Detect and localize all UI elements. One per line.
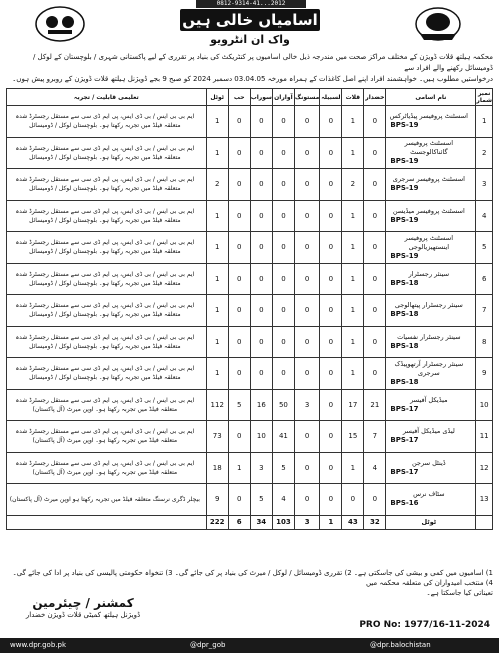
row-number: 7 [476, 295, 493, 327]
row-total: 73 [206, 421, 228, 453]
district-count: 1 [342, 106, 364, 138]
district-count: 1 [228, 452, 250, 484]
post-name: لیڈی میڈیکل آفیسر [402, 427, 455, 436]
table-row [7, 200, 493, 232]
post-bps: BPS-18 [390, 377, 419, 386]
district-count: 0 [294, 484, 319, 516]
footer-twitter-link[interactable]: @dpr_gob [190, 641, 226, 649]
district-count: 10 [250, 421, 272, 453]
total-blank-cell [476, 515, 493, 529]
district-count: 0 [272, 200, 294, 232]
grand-total: 222 [206, 515, 228, 529]
qualification: ایم بی بی ایس / بی ڈی ایس، پی ایم ڈی سی سے مستقل رجسٹرڈ شدہ متعلقہ فیلڈ میں تجربہ رکھتا ہو۔ اوپن میرٹ (آل پاکستان) [7, 421, 207, 453]
signature-subtitle: ڈویژنل ہیلتھ کمیٹی قلات ڈویژن خضدار [25, 611, 141, 619]
post-name: سینئر رجسٹرار نفسیات [397, 332, 461, 341]
district-count: 0 [364, 137, 386, 169]
post-name: اسسٹنٹ پروفیسر سرجری [392, 175, 465, 184]
qualification: ایم بی بی ایس / بی ڈی ایس، پی ایم ڈی سی سے مستقل رجسٹرڈ شدہ متعلقہ فیلڈ میں تجربہ رکھتا ہو۔ بلوچستان لوکل / ڈومیسائل [7, 295, 207, 327]
district-count: 1 [342, 452, 364, 484]
district-count: 5 [250, 484, 272, 516]
district-count: 0 [320, 358, 342, 390]
table-header-cell: سوراب [250, 89, 272, 106]
district-count: 1 [342, 200, 364, 232]
header [0, 0, 499, 50]
district-count: 0 [250, 169, 272, 201]
district-count: 3 [294, 389, 319, 421]
district-count: 15 [342, 421, 364, 453]
post-bps: BPS-17 [390, 436, 419, 445]
table-row [7, 484, 493, 516]
vacancy-table [6, 88, 493, 530]
row-number: 10 [476, 389, 493, 421]
district-count: 0 [294, 169, 319, 201]
qualification: ایم بی بی ایس / بی ڈی ایس، پی ایم ڈی سی سے مستقل رجسٹرڈ شدہ متعلقہ فیلڈ میں تجربہ رکھتا ہو۔ بلوچستان لوکل / ڈومیسائل [7, 169, 207, 201]
post-bps: BPS-17 [390, 404, 419, 413]
table-row [7, 137, 493, 169]
footer-social-link[interactable]: @dpr.balochistan [370, 641, 431, 649]
table-header-cell: خضدار [364, 89, 386, 106]
row-number: 2 [476, 137, 493, 169]
post-bps: BPS-17 [390, 467, 419, 476]
post-name-cell [386, 452, 476, 484]
table-row [7, 326, 493, 358]
district-total: 32 [364, 515, 386, 529]
footer-website-link[interactable]: www.dpr.gob.pk [10, 641, 66, 649]
district-count: 0 [320, 169, 342, 201]
district-count: 17 [342, 389, 364, 421]
post-bps: BPS-19 [390, 184, 419, 193]
qualification: ایم بی بی ایس / بی ڈی ایس، پی ایم ڈی سی سے مستقل رجسٹرڈ شدہ متعلقہ فیلڈ میں تجربہ رکھتا ہو۔ بلوچستان لوکل / ڈومیسائل [7, 137, 207, 169]
table-header-cell: آواران [272, 89, 294, 106]
post-bps: BPS-18 [390, 341, 419, 350]
district-count: 0 [364, 232, 386, 264]
district-count: 0 [294, 421, 319, 453]
district-count: 0 [294, 358, 319, 390]
post-bps: BPS-19 [390, 251, 419, 260]
table-header-cell: تعلیمی قابلیت / تجربہ [7, 89, 207, 106]
post-name-cell [386, 263, 476, 295]
district-count: 0 [294, 263, 319, 295]
table-row [7, 169, 493, 201]
table-row [7, 263, 493, 295]
post-name: اسسٹنٹ پروفیسر میڈیسن [392, 206, 465, 215]
district-total: 43 [342, 515, 364, 529]
district-count: 0 [228, 358, 250, 390]
post-name-cell [386, 200, 476, 232]
row-total: 1 [206, 263, 228, 295]
district-count: 0 [228, 169, 250, 201]
left-logo-icon [34, 4, 86, 44]
district-count: 0 [320, 263, 342, 295]
district-total: 1 [320, 515, 342, 529]
row-total: 18 [206, 452, 228, 484]
district-count: 0 [250, 232, 272, 264]
district-count: 1 [342, 358, 364, 390]
table-header-cell: لسبیلہ [320, 89, 342, 106]
footer [0, 638, 499, 653]
row-number: 13 [476, 484, 493, 516]
district-count: 0 [294, 137, 319, 169]
district-count: 0 [320, 421, 342, 453]
table-row [7, 358, 493, 390]
post-bps: BPS-19 [390, 215, 419, 224]
district-count: 0 [228, 263, 250, 295]
district-count: 1 [342, 137, 364, 169]
district-count: 0 [228, 232, 250, 264]
district-count: 0 [364, 295, 386, 327]
qualification: ایم بی بی ایس / بی ڈی ایس، پی ایم ڈی سی سے مستقل رجسٹرڈ شدہ متعلقہ فیلڈ میں تجربہ رکھتا ہو۔ بلوچستان لوکل / ڈومیسائل [7, 232, 207, 264]
district-count: 0 [250, 263, 272, 295]
district-count: 1 [342, 295, 364, 327]
post-name-cell [386, 295, 476, 327]
district-count: 0 [294, 326, 319, 358]
post-name-cell [386, 326, 476, 358]
signature-title: کمشنر / چیئرمین [32, 596, 134, 610]
row-total: 112 [206, 389, 228, 421]
phone-strip: 0812-9314-41...2012 [196, 0, 306, 8]
row-total: 2 [206, 169, 228, 201]
qualification: ایم بی بی ایس / بی ڈی ایس، پی ایم ڈی سی سے مستقل رجسٹرڈ شدہ متعلقہ فیلڈ میں تجربہ رکھتا ہو۔ بلوچستان لوکل / ڈومیسائل [7, 326, 207, 358]
intro-line-2: درخواستیں مطلوب ہیں۔ خواہشمند افراد اپنے اصل کاغذات کے ہمراہ مورخہ 03.04.05 دسمبر 2024 کو صبح 9 بجے ڈویژنل ہیلتھ قلات ڈویژن کے روبرو پیش ہوں۔ [12, 75, 493, 83]
district-count: 0 [250, 106, 272, 138]
district-count: 0 [228, 200, 250, 232]
district-count: 0 [294, 232, 319, 264]
district-count: 0 [294, 452, 319, 484]
table-total-row [7, 515, 493, 529]
post-name: میڈیکل آفیسر [410, 395, 448, 404]
qualification: بیچلر ڈگری نرسنگ متعلقہ فیلڈ میں تجربہ رکھتا ہو اوپن میرٹ (آل پاکستان) [7, 484, 207, 516]
post-name-cell [386, 106, 476, 138]
row-number: 8 [476, 326, 493, 358]
table-body [7, 106, 493, 530]
district-total: 103 [272, 515, 294, 529]
post-bps: BPS-18 [390, 310, 419, 319]
qualification: ایم بی بی ایس / بی ڈی ایس، پی ایم ڈی سی سے مستقل رجسٹرڈ شدہ متعلقہ فیلڈ میں تجربہ رکھتا ہو۔ بلوچستان لوکل / ڈومیسائل [7, 106, 207, 138]
post-name: اسسٹنٹ پروفیسر پیڈیاٹرکس [389, 112, 468, 121]
district-total: 6 [228, 515, 250, 529]
district-count: 0 [272, 169, 294, 201]
post-name: سینئر رجسٹرار آرتھوپیڈک سرجری [394, 359, 464, 377]
post-name: سٹاف نرس [413, 490, 445, 499]
district-count: 0 [320, 484, 342, 516]
district-count: 0 [364, 358, 386, 390]
district-count: 7 [364, 421, 386, 453]
district-count: 0 [272, 137, 294, 169]
row-total: 1 [206, 358, 228, 390]
district-count: 41 [272, 421, 294, 453]
district-count: 0 [228, 295, 250, 327]
qualification: ایم بی بی ایس / بی ڈی ایس، پی ایم ڈی سی سے مستقل رجسٹرڈ شدہ متعلقہ فیلڈ میں تجربہ رکھتا ہو۔ اوپن میرٹ (آل پاکستان) [7, 389, 207, 421]
district-count: 0 [250, 137, 272, 169]
district-count: 0 [228, 326, 250, 358]
district-count: 0 [272, 232, 294, 264]
district-count: 0 [320, 295, 342, 327]
table-header-cell: قلات [342, 89, 364, 106]
table-header-cell: نمبر شمار [476, 90, 492, 104]
table-row [7, 232, 493, 264]
district-count: 1 [342, 263, 364, 295]
signature-block [8, 596, 158, 620]
pro-number: PRO No: 1977/16-11-2024 [359, 620, 490, 630]
district-total: 3 [294, 515, 319, 529]
district-count: 4 [364, 452, 386, 484]
post-bps: BPS-18 [390, 278, 419, 287]
right-logo-icon [412, 4, 464, 44]
district-count: 3 [250, 452, 272, 484]
district-count: 0 [320, 137, 342, 169]
post-name: سینئر رجسٹرار [408, 269, 450, 278]
district-count: 0 [294, 200, 319, 232]
district-count: 5 [228, 389, 250, 421]
district-count: 0 [294, 295, 319, 327]
row-total: 1 [206, 232, 228, 264]
intro-line-1: محکمہ ہیلتھ قلات ڈویژن کے مختلف مراکز صحت میں مندرجہ ذیل خالی اسامیوں پر کنٹریکٹ کی بنیاد پر تقرری کے لیے پاکستانی شہری / بلوچستان کے لوکل / ڈومیسائل رکھنے والے افراد سے [32, 53, 493, 72]
post-name-cell [386, 232, 476, 264]
row-number: 1 [476, 106, 493, 138]
district-count: 0 [272, 326, 294, 358]
district-count: 0 [250, 295, 272, 327]
row-number: 11 [476, 421, 493, 453]
district-count: 5 [272, 452, 294, 484]
row-total: 1 [206, 137, 228, 169]
notes-line-2: تعیناتی کیا جاسکتا ہے۔ [426, 589, 493, 597]
district-count: 0 [228, 484, 250, 516]
post-bps: BPS-19 [390, 157, 419, 166]
intro-text [6, 52, 493, 85]
table-row [7, 452, 493, 484]
district-count: 0 [364, 200, 386, 232]
row-total: 1 [206, 295, 228, 327]
table-header-cell: حب [228, 89, 250, 106]
district-total: 34 [250, 515, 272, 529]
district-count: 0 [364, 106, 386, 138]
district-count: 4 [272, 484, 294, 516]
district-count: 0 [364, 263, 386, 295]
table-row [7, 106, 493, 138]
row-total: 1 [206, 200, 228, 232]
district-count: 0 [320, 452, 342, 484]
district-count: 0 [320, 200, 342, 232]
district-count: 0 [320, 232, 342, 264]
district-count: 0 [228, 421, 250, 453]
district-count: 21 [364, 389, 386, 421]
district-count: 0 [294, 106, 319, 138]
district-count: 0 [364, 484, 386, 516]
post-name-cell [386, 358, 476, 390]
district-count: 0 [250, 358, 272, 390]
post-bps: BPS-16 [390, 499, 419, 508]
post-bps: BPS-19 [390, 121, 419, 130]
post-name-cell [386, 484, 476, 516]
row-total: 1 [206, 326, 228, 358]
post-name: سینئر رجسٹرار پیتھالوجی [394, 301, 463, 310]
district-count: 0 [228, 106, 250, 138]
district-count: 0 [320, 389, 342, 421]
district-count: 0 [364, 169, 386, 201]
table-row [7, 295, 493, 327]
row-total: 9 [206, 484, 228, 516]
district-count: 50 [272, 389, 294, 421]
post-name-cell [386, 137, 476, 169]
district-count: 1 [342, 232, 364, 264]
post-name-cell [386, 389, 476, 421]
district-count: 1 [342, 326, 364, 358]
district-count: 0 [272, 358, 294, 390]
post-name-cell [386, 169, 476, 201]
qualification: ایم بی بی ایس / بی ڈی ایس، پی ایم ڈی سی سے مستقل رجسٹرڈ شدہ متعلقہ فیلڈ میں تجربہ رکھتا ہو۔ بلوچستان لوکل / ڈومیسائل [7, 263, 207, 295]
post-name: ڈینٹل سرجن [412, 458, 446, 467]
district-count: 0 [342, 484, 364, 516]
district-count: 16 [250, 389, 272, 421]
row-number: 3 [476, 169, 493, 201]
total-qual-blank [7, 515, 207, 529]
total-label: ٹوٹل [386, 515, 476, 529]
page-subtitle: واک ان انٹرویو [210, 33, 290, 46]
row-number: 12 [476, 452, 493, 484]
table-header-cell: نام اسامی [386, 89, 476, 106]
district-count: 0 [250, 200, 272, 232]
district-count: 0 [272, 295, 294, 327]
qualification: ایم بی بی ایس / بی ڈی ایس، پی ایم ڈی سی سے مستقل رجسٹرڈ شدہ متعلقہ فیلڈ میں تجربہ رکھتا ہو۔ بلوچستان لوکل / ڈومیسائل [7, 200, 207, 232]
district-count: 0 [272, 106, 294, 138]
notes-line-1: 1) اسامیوں میں کمی و بیشی کی جاسکتی ہے۔ 2) تقرری ڈومیسائل / لوکل / میرٹ کی بنیاد پر کی جائے گی۔ 3) تنخواہ حکومتی پالیسی کی بنیاد پر ادا کی جائے گی۔ 4) منتخب امیدواران کی متعلقہ محکمہ میں [12, 569, 493, 587]
table-header-row [7, 89, 493, 106]
district-count: 0 [250, 326, 272, 358]
district-count: 2 [342, 169, 364, 201]
post-name: اسسٹنٹ پروفیسر گائناکالوجسٹ [404, 139, 454, 157]
row-number: 5 [476, 232, 493, 264]
district-count: 0 [228, 137, 250, 169]
table-row [7, 389, 493, 421]
row-number: 4 [476, 200, 493, 232]
district-count: 0 [364, 326, 386, 358]
qualification: ایم بی بی ایس / بی ڈی ایس، پی ایم ڈی سی سے مستقل رجسٹرڈ شدہ متعلقہ فیلڈ میں تجربہ رکھتا ہو۔ اوپن میرٹ (آل پاکستان) [7, 452, 207, 484]
notes [6, 568, 493, 598]
qualification: ایم بی بی ایس / بی ڈی ایس، پی ایم ڈی سی سے مستقل رجسٹرڈ شدہ متعلقہ فیلڈ میں تجربہ رکھتا ہو۔ بلوچستان لوکل / ڈومیسائل [7, 358, 207, 390]
table-row [7, 421, 493, 453]
post-name-cell [386, 421, 476, 453]
row-number: 9 [476, 358, 493, 390]
district-count: 0 [272, 263, 294, 295]
district-count: 0 [320, 106, 342, 138]
table-header-cell: مستونگ [294, 89, 319, 106]
row-total: 1 [206, 106, 228, 138]
post-name: اسسٹنٹ پروفیسر اینستھیزیالوجی [404, 233, 454, 251]
district-count: 0 [320, 326, 342, 358]
table-header-cell: ٹوٹل [206, 89, 228, 106]
row-number: 6 [476, 263, 493, 295]
page-title: اسامیاں خالی ہیں [180, 9, 320, 31]
